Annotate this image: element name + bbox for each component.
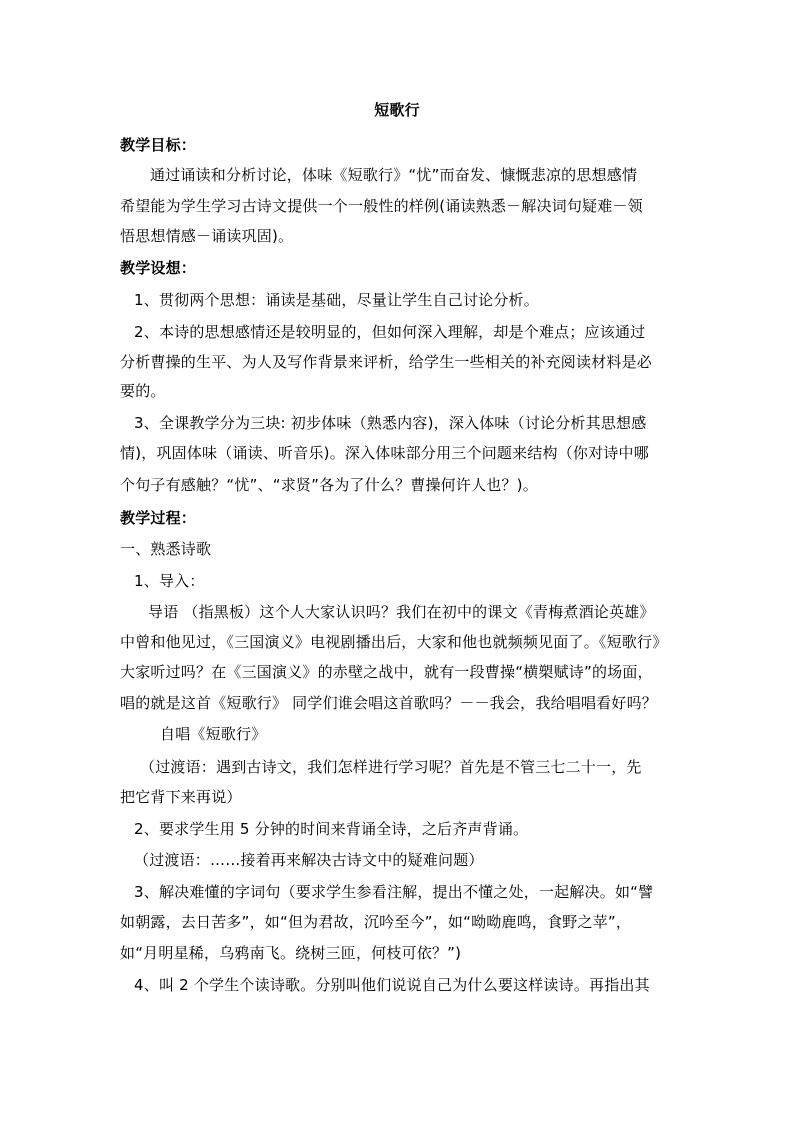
paragraph-line: 如朝露，去日苦多”，如“但为君故，沉吟至今”，如“呦呦鹿鸣，食野之苹”， xyxy=(120,913,632,931)
paragraph-line: 悟思想情感－诵读巩固)。 xyxy=(120,227,294,245)
paragraph-line: 大家听过吗？在《三国演义》的赤壁之战中，就有一段曹操“横槊赋诗”的场面， xyxy=(120,663,653,681)
paragraph-line: 一、熟悉诗歌 xyxy=(120,540,212,558)
paragraph-line: 中曾和他见过，《三国演义》电视剧播出后，大家和他也就频频见面了。《短歌行》 xyxy=(120,633,668,651)
paragraph-line: 如“月明星稀，乌鸦南飞。绕树三匝，何枝可依？”) xyxy=(120,944,462,962)
paragraph-line: 自唱《短歌行》 xyxy=(160,725,267,743)
paragraph-line: 2、要求学生用 5 分钟的时间来背诵全诗，之后齐声背诵。 xyxy=(134,820,529,838)
paragraph-line: 情)，巩固体味（诵读、听音乐)。深入体味部分用三个问题来结构（你对诗中哪 xyxy=(120,444,649,462)
design-heading: 教学设想： xyxy=(120,259,197,277)
paragraph-line: 唱的就是这首《短歌行》 同学们谁会唱这首歌吗？－－我会，我给唱唱看好吗？ xyxy=(120,694,657,712)
paragraph-line: 3、解决难懂的字词句（要求学生参看注解，提出不懂之处，一起解决。如“譬 xyxy=(134,883,654,901)
paragraph-line: 要的。 xyxy=(120,382,166,400)
paragraph-line: 通过诵读和分析讨论，体味《短歌行》“忧”而奋发、慷慨悲凉的思想感情 xyxy=(150,166,638,184)
paragraph-line: （过渡语：遇到古诗文，我们怎样进行学习呢？首先是不管三七二十一，先 xyxy=(140,758,642,776)
paragraph-line: 导语 （指黑板）这个人大家认识吗？我们在初中的课文《青梅煮酒论英雄》 xyxy=(148,603,655,621)
goal-heading: 教学目标： xyxy=(120,136,197,154)
paragraph-line: 希望能为学生学习古诗文提供一个一般性的样例(诵读熟悉－解决词句疑难－领 xyxy=(120,197,643,215)
process-heading: 教学过程： xyxy=(120,509,197,527)
paragraph-line: 2、本诗的思想感情还是较明显的，但如何深入理解，却是个难点；应该通过 xyxy=(134,323,646,341)
paragraph-line: 1、导入： xyxy=(134,572,205,590)
paragraph-line: （过渡语：……接着再来解决古诗文中的疑难问题） xyxy=(134,851,484,869)
paragraph-line: 3、全课教学分为三块: 初步体味（熟悉内容)，深入体味（讨论分析其思想感 xyxy=(134,414,647,432)
page-title: 短歌行 xyxy=(374,101,420,119)
paragraph-line: 个句子有感触？“忧”、“求贤”各为了什么？曹操何许人也？)。 xyxy=(120,476,538,494)
paragraph-line: 把它背下来再说） xyxy=(120,788,242,806)
paragraph-line: 分析曹操的生平、为人及写作背景来评析，给学生一些相关的补充阅读材料是必 xyxy=(120,353,653,371)
paragraph-line: 1、贯彻两个思想：诵读是基础，尽量让学生自己讨论分析。 xyxy=(134,291,539,309)
paragraph-line: 4、叫 2 个学生个读诗歌。分别叫他们说说自己为什么要这样读诗。再指出其 xyxy=(134,976,650,994)
